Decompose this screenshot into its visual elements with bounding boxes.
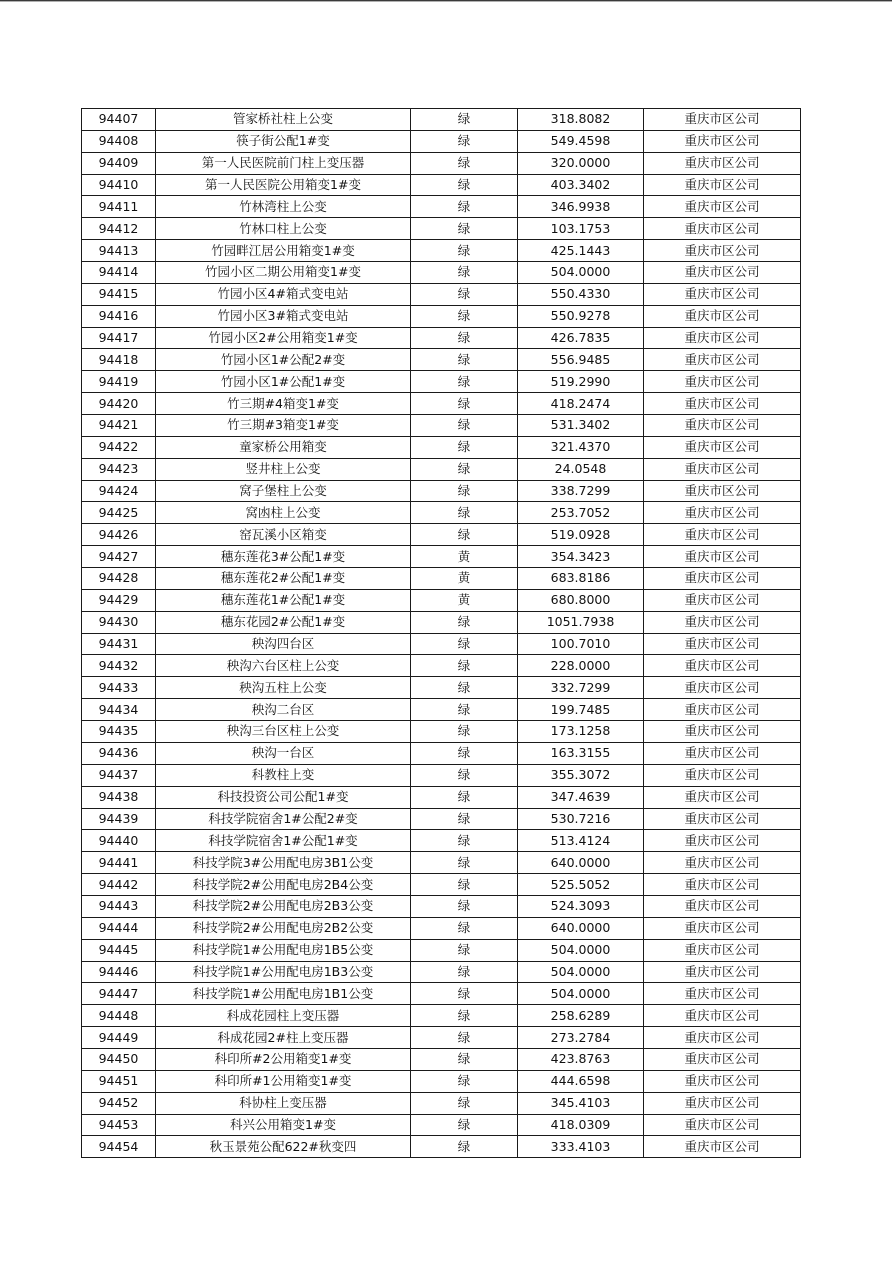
row-id-cell: 94415 [82,283,156,305]
transformer-name-cell: 科成花园柱上变压器 [156,1005,411,1027]
table-row [82,152,801,174]
table-row [82,1136,801,1158]
row-id-cell: 94431 [82,633,156,655]
table-row [82,655,801,677]
table-row [82,196,801,218]
value-cell: 320.0000 [518,152,644,174]
transformer-name-cell: 科技投资公司公配1#变 [156,786,411,808]
company-cell: 重庆市区公司 [644,546,801,568]
status-cell: 绿 [411,874,518,896]
transformer-name-cell: 秧沟六台区柱上公变 [156,655,411,677]
value-cell: 100.7010 [518,633,644,655]
row-id-cell: 94433 [82,677,156,699]
status-cell: 绿 [411,130,518,152]
value-cell: 333.4103 [518,1136,644,1158]
value-cell: 338.7299 [518,480,644,502]
table-row [82,830,801,852]
company-cell: 重庆市区公司 [644,196,801,218]
value-cell: 163.3155 [518,742,644,764]
row-id-cell: 94410 [82,174,156,196]
status-cell: 绿 [411,1005,518,1027]
status-cell: 绿 [411,283,518,305]
company-cell: 重庆市区公司 [644,983,801,1005]
value-cell: 504.0000 [518,262,644,284]
value-cell: 199.7485 [518,699,644,721]
table-row [82,1070,801,1092]
transformer-name-cell: 筷子街公配1#变 [156,130,411,152]
table-row [82,262,801,284]
transformer-name-cell: 穗东莲花1#公配1#变 [156,589,411,611]
table-row [82,349,801,371]
status-cell: 绿 [411,655,518,677]
company-cell: 重庆市区公司 [644,1027,801,1049]
status-cell: 绿 [411,109,518,131]
company-cell: 重庆市区公司 [644,524,801,546]
table-row [82,1027,801,1049]
table-row [82,327,801,349]
table-row [82,436,801,458]
row-id-cell: 94446 [82,961,156,983]
value-cell: 556.9485 [518,349,644,371]
value-cell: 423.8763 [518,1048,644,1070]
company-cell: 重庆市区公司 [644,852,801,874]
value-cell: 525.5052 [518,874,644,896]
transformer-name-cell: 科技学院2#公用配电房2B4公变 [156,874,411,896]
status-cell: 绿 [411,917,518,939]
company-cell: 重庆市区公司 [644,436,801,458]
value-cell: 418.2474 [518,393,644,415]
transformer-name-cell: 竹园小区二期公用箱变1#变 [156,262,411,284]
transformer-name-cell: 竹园小区3#箱式变电站 [156,305,411,327]
table-row [82,109,801,131]
row-id-cell: 94436 [82,742,156,764]
status-cell: 绿 [411,852,518,874]
table-row [82,240,801,262]
transformer-name-cell: 竹林湾柱上公变 [156,196,411,218]
row-id-cell: 94439 [82,808,156,830]
transformer-name-cell: 科技学院2#公用配电房2B3公变 [156,895,411,917]
status-cell: 绿 [411,524,518,546]
company-cell: 重庆市区公司 [644,458,801,480]
row-id-cell: 94453 [82,1114,156,1136]
table-row [82,721,801,743]
transformer-name-cell: 穗东莲花2#公配1#变 [156,568,411,590]
table-row [82,917,801,939]
row-id-cell: 94445 [82,939,156,961]
table-row [82,1092,801,1114]
row-id-cell: 94407 [82,109,156,131]
status-cell: 绿 [411,371,518,393]
status-cell: 黄 [411,589,518,611]
table-row [82,852,801,874]
transformer-name-cell: 科协柱上变压器 [156,1092,411,1114]
status-cell: 绿 [411,1070,518,1092]
status-cell: 绿 [411,633,518,655]
table-row [82,983,801,1005]
transformer-name-cell: 竹三期#3箱变1#变 [156,415,411,437]
row-id-cell: 94427 [82,546,156,568]
row-id-cell: 94444 [82,917,156,939]
transformer-name-cell: 科技学院宿舍1#公配1#变 [156,830,411,852]
row-id-cell: 94451 [82,1070,156,1092]
status-cell: 绿 [411,1048,518,1070]
value-cell: 418.0309 [518,1114,644,1136]
value-cell: 332.7299 [518,677,644,699]
transformer-name-cell: 竹园小区2#公用箱变1#变 [156,327,411,349]
value-cell: 321.4370 [518,436,644,458]
status-cell: 绿 [411,152,518,174]
value-cell: 640.0000 [518,917,644,939]
company-cell: 重庆市区公司 [644,721,801,743]
value-cell: 253.7052 [518,502,644,524]
transformer-name-cell: 竹林口柱上公变 [156,218,411,240]
row-id-cell: 94413 [82,240,156,262]
transformer-name-cell: 科印所#2公用箱变1#变 [156,1048,411,1070]
value-cell: 103.1753 [518,218,644,240]
status-cell: 绿 [411,415,518,437]
status-cell: 绿 [411,677,518,699]
value-cell: 530.7216 [518,808,644,830]
transformer-name-cell: 科教柱上变 [156,764,411,786]
company-cell: 重庆市区公司 [644,174,801,196]
value-cell: 550.4330 [518,283,644,305]
table-row [82,283,801,305]
transformer-name-cell: 窑瓦溪小区箱变 [156,524,411,546]
page-top-border-shadow [0,1,892,2]
table-row [82,742,801,764]
company-cell: 重庆市区公司 [644,655,801,677]
table-row [82,939,801,961]
status-cell: 黄 [411,568,518,590]
row-id-cell: 94409 [82,152,156,174]
row-id-cell: 94441 [82,852,156,874]
company-cell: 重庆市区公司 [644,109,801,131]
value-cell: 347.4639 [518,786,644,808]
table-row [82,305,801,327]
row-id-cell: 94420 [82,393,156,415]
company-cell: 重庆市区公司 [644,1136,801,1158]
row-id-cell: 94428 [82,568,156,590]
row-id-cell: 94417 [82,327,156,349]
status-cell: 绿 [411,480,518,502]
row-id-cell: 94454 [82,1136,156,1158]
table-row [82,415,801,437]
table-row [82,786,801,808]
transformer-name-cell: 科兴公用箱变1#变 [156,1114,411,1136]
row-id-cell: 94414 [82,262,156,284]
table-row [82,874,801,896]
table-row [82,1114,801,1136]
company-cell: 重庆市区公司 [644,961,801,983]
company-cell: 重庆市区公司 [644,939,801,961]
company-cell: 重庆市区公司 [644,830,801,852]
value-cell: 444.6598 [518,1070,644,1092]
table-row [82,502,801,524]
table-row [82,677,801,699]
status-cell: 绿 [411,721,518,743]
transformer-name-cell: 竹园小区1#公配1#变 [156,371,411,393]
status-cell: 绿 [411,1092,518,1114]
transformer-name-cell: 科技学院1#公用配电房1B5公变 [156,939,411,961]
company-cell: 重庆市区公司 [644,786,801,808]
company-cell: 重庆市区公司 [644,874,801,896]
status-cell: 绿 [411,305,518,327]
table-row [82,130,801,152]
table-row [82,764,801,786]
transformer-name-cell: 竹园畔江居公用箱变1#变 [156,240,411,262]
transformer-name-cell: 第一人民医院公用箱变1#变 [156,174,411,196]
status-cell: 绿 [411,764,518,786]
row-id-cell: 94421 [82,415,156,437]
status-cell: 绿 [411,502,518,524]
status-cell: 绿 [411,830,518,852]
company-cell: 重庆市区公司 [644,305,801,327]
table-row [82,568,801,590]
value-cell: 519.0928 [518,524,644,546]
status-cell: 绿 [411,808,518,830]
row-id-cell: 94452 [82,1092,156,1114]
company-cell: 重庆市区公司 [644,589,801,611]
table-row [82,589,801,611]
transformer-name-cell: 秧沟三台区柱上公变 [156,721,411,743]
value-cell: 425.1443 [518,240,644,262]
table-row [82,611,801,633]
company-cell: 重庆市区公司 [644,152,801,174]
status-cell: 绿 [411,1114,518,1136]
table-row [82,699,801,721]
transformer-name-cell: 管家桥社柱上公变 [156,109,411,131]
value-cell: 640.0000 [518,852,644,874]
company-cell: 重庆市区公司 [644,262,801,284]
company-cell: 重庆市区公司 [644,327,801,349]
table-row [82,961,801,983]
row-id-cell: 94412 [82,218,156,240]
table-row [82,808,801,830]
company-cell: 重庆市区公司 [644,764,801,786]
row-id-cell: 94418 [82,349,156,371]
transformer-name-cell: 竖井柱上公变 [156,458,411,480]
status-cell: 绿 [411,349,518,371]
transformer-name-cell: 竹园小区4#箱式变电站 [156,283,411,305]
table-row [82,174,801,196]
status-cell: 绿 [411,983,518,1005]
row-id-cell: 94408 [82,130,156,152]
company-cell: 重庆市区公司 [644,808,801,830]
status-cell: 绿 [411,436,518,458]
value-cell: 228.0000 [518,655,644,677]
table-row [82,1005,801,1027]
company-cell: 重庆市区公司 [644,480,801,502]
row-id-cell: 94426 [82,524,156,546]
status-cell: 绿 [411,458,518,480]
transformer-name-cell: 秧沟四台区 [156,633,411,655]
company-cell: 重庆市区公司 [644,218,801,240]
status-cell: 绿 [411,196,518,218]
status-cell: 黄 [411,546,518,568]
transformer-name-cell: 科技学院3#公用配电房3B1公变 [156,852,411,874]
value-cell: 680.8000 [518,589,644,611]
value-cell: 504.0000 [518,961,644,983]
row-id-cell: 94429 [82,589,156,611]
row-id-cell: 94416 [82,305,156,327]
company-cell: 重庆市区公司 [644,393,801,415]
transformer-name-cell: 秧沟二台区 [156,699,411,721]
value-cell: 504.0000 [518,983,644,1005]
company-cell: 重庆市区公司 [644,611,801,633]
value-cell: 354.3423 [518,546,644,568]
value-cell: 519.2990 [518,371,644,393]
row-id-cell: 94447 [82,983,156,1005]
row-id-cell: 94443 [82,895,156,917]
value-cell: 403.3402 [518,174,644,196]
row-id-cell: 94438 [82,786,156,808]
company-cell: 重庆市区公司 [644,1048,801,1070]
company-cell: 重庆市区公司 [644,917,801,939]
table-row [82,895,801,917]
status-cell: 绿 [411,699,518,721]
transformer-name-cell: 竹三期#4箱变1#变 [156,393,411,415]
row-id-cell: 94450 [82,1048,156,1070]
transformer-name-cell: 科技学院宿舍1#公配2#变 [156,808,411,830]
transformer-name-cell: 穗东花园2#公配1#变 [156,611,411,633]
status-cell: 绿 [411,393,518,415]
table-body [82,109,801,1158]
value-cell: 426.7835 [518,327,644,349]
status-cell: 绿 [411,1027,518,1049]
row-id-cell: 94435 [82,721,156,743]
row-id-cell: 94430 [82,611,156,633]
table-row [82,546,801,568]
company-cell: 重庆市区公司 [644,633,801,655]
transformer-name-cell: 科技学院1#公用配电房1B3公变 [156,961,411,983]
table-row [82,480,801,502]
transformer-name-cell: 科印所#1公用箱变1#变 [156,1070,411,1092]
status-cell: 绿 [411,174,518,196]
transformer-name-cell: 穗东莲花3#公配1#变 [156,546,411,568]
transformer-name-cell: 科成花园2#柱上变压器 [156,1027,411,1049]
value-cell: 345.4103 [518,1092,644,1114]
transformer-name-cell: 秋玉景苑公配622#秋变四 [156,1136,411,1158]
value-cell: 24.0548 [518,458,644,480]
row-id-cell: 94423 [82,458,156,480]
company-cell: 重庆市区公司 [644,1114,801,1136]
value-cell: 355.3072 [518,764,644,786]
company-cell: 重庆市区公司 [644,895,801,917]
status-cell: 绿 [411,939,518,961]
value-cell: 504.0000 [518,939,644,961]
transformer-name-cell: 秧沟五柱上公变 [156,677,411,699]
status-cell: 绿 [411,742,518,764]
row-id-cell: 94440 [82,830,156,852]
value-cell: 258.6289 [518,1005,644,1027]
table-row [82,393,801,415]
row-id-cell: 94437 [82,764,156,786]
value-cell: 318.8082 [518,109,644,131]
value-cell: 550.9278 [518,305,644,327]
company-cell: 重庆市区公司 [644,502,801,524]
row-id-cell: 94434 [82,699,156,721]
transformer-name-cell: 童家桥公用箱变 [156,436,411,458]
row-id-cell: 94432 [82,655,156,677]
transformer-name-cell: 秧沟一台区 [156,742,411,764]
row-id-cell: 94411 [82,196,156,218]
table-row [82,458,801,480]
status-cell: 绿 [411,961,518,983]
transformer-name-cell: 科技学院1#公用配电房1B1公变 [156,983,411,1005]
table-row [82,524,801,546]
status-cell: 绿 [411,327,518,349]
transformer-name-cell: 科技学院2#公用配电房2B2公变 [156,917,411,939]
company-cell: 重庆市区公司 [644,1005,801,1027]
value-cell: 549.4598 [518,130,644,152]
status-cell: 绿 [411,240,518,262]
company-cell: 重庆市区公司 [644,1092,801,1114]
value-cell: 173.1258 [518,721,644,743]
transformer-name-cell: 竹园小区1#公配2#变 [156,349,411,371]
transformer-name-cell: 窝凼柱上公变 [156,502,411,524]
table-row [82,371,801,393]
company-cell: 重庆市区公司 [644,371,801,393]
company-cell: 重庆市区公司 [644,240,801,262]
company-cell: 重庆市区公司 [644,699,801,721]
company-cell: 重庆市区公司 [644,415,801,437]
table-row [82,218,801,240]
company-cell: 重庆市区公司 [644,568,801,590]
company-cell: 重庆市区公司 [644,349,801,371]
company-cell: 重庆市区公司 [644,130,801,152]
value-cell: 683.8186 [518,568,644,590]
row-id-cell: 94448 [82,1005,156,1027]
value-cell: 524.3093 [518,895,644,917]
company-cell: 重庆市区公司 [644,1070,801,1092]
value-cell: 1051.7938 [518,611,644,633]
row-id-cell: 94425 [82,502,156,524]
transformer-name-cell: 第一人民医院前门柱上变压器 [156,152,411,174]
value-cell: 513.4124 [518,830,644,852]
status-cell: 绿 [411,611,518,633]
company-cell: 重庆市区公司 [644,283,801,305]
company-cell: 重庆市区公司 [644,742,801,764]
value-cell: 346.9938 [518,196,644,218]
row-id-cell: 94422 [82,436,156,458]
status-cell: 绿 [411,262,518,284]
status-cell: 绿 [411,1136,518,1158]
row-id-cell: 94442 [82,874,156,896]
value-cell: 273.2784 [518,1027,644,1049]
row-id-cell: 94449 [82,1027,156,1049]
row-id-cell: 94419 [82,371,156,393]
row-id-cell: 94424 [82,480,156,502]
status-cell: 绿 [411,786,518,808]
transformer-name-cell: 窝子堡柱上公变 [156,480,411,502]
transformer-table [81,108,801,1158]
table-row [82,633,801,655]
status-cell: 绿 [411,895,518,917]
status-cell: 绿 [411,218,518,240]
table-row [82,1048,801,1070]
value-cell: 531.3402 [518,415,644,437]
company-cell: 重庆市区公司 [644,677,801,699]
